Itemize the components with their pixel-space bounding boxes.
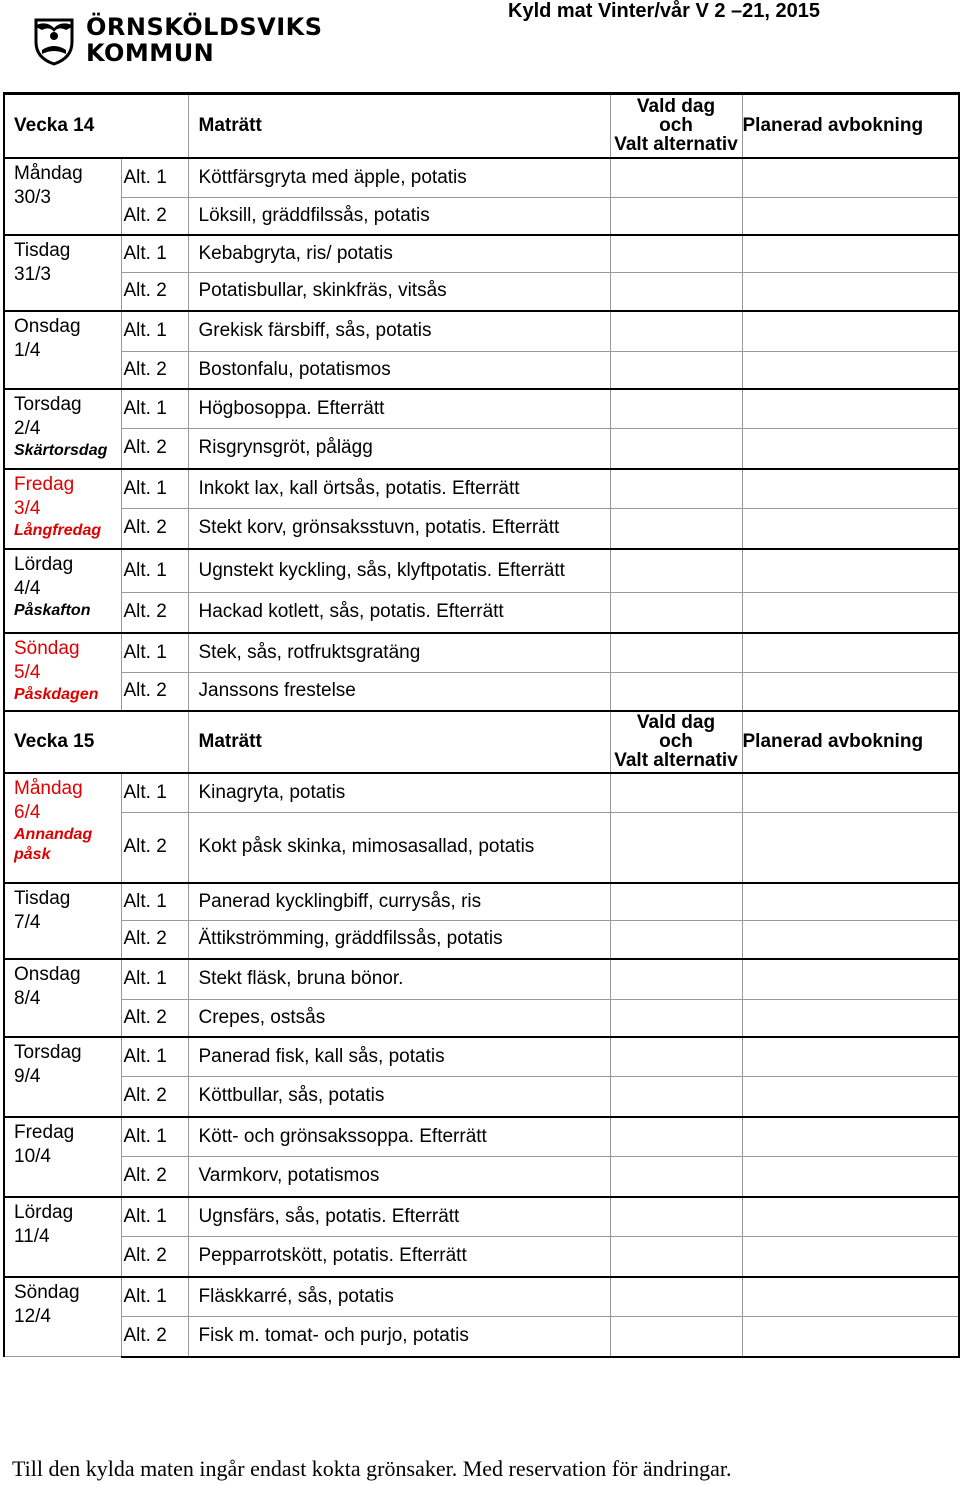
alt-label: Alt. 1 bbox=[121, 1117, 188, 1157]
choice-cell[interactable] bbox=[610, 352, 742, 389]
day-name: Onsdag bbox=[14, 963, 81, 985]
day-date: 31/3 bbox=[14, 263, 51, 285]
dish-name: Stekt fläsk, bruna bönor. bbox=[188, 959, 610, 1000]
dish-name: Ugnsfärs, sås, potatis. Efterrätt bbox=[188, 1197, 610, 1237]
day-date: 9/4 bbox=[14, 1065, 41, 1087]
choice-cell[interactable] bbox=[610, 469, 742, 509]
holiday-note: Långfredag bbox=[14, 521, 102, 539]
day-date: 7/4 bbox=[14, 911, 41, 933]
alt-label: Alt. 1 bbox=[121, 959, 188, 1000]
choice-cell[interactable] bbox=[610, 429, 742, 469]
menu-row bbox=[4, 1000, 959, 1037]
cancel-cell[interactable] bbox=[742, 633, 959, 673]
day-date: 2/4 bbox=[14, 417, 41, 439]
menu-table bbox=[3, 92, 960, 1358]
choice-cell[interactable] bbox=[610, 1237, 742, 1277]
holiday-note: Skärtorsdag bbox=[14, 441, 108, 459]
choice-cell[interactable] bbox=[610, 813, 742, 883]
dish-name: Kinagryta, potatis bbox=[188, 773, 610, 813]
choice-header-line: Valt alternativ bbox=[614, 134, 738, 156]
day-cell bbox=[4, 1197, 121, 1277]
choice-cell[interactable] bbox=[610, 1077, 742, 1117]
choice-header-line: och bbox=[659, 115, 693, 137]
menu-row bbox=[4, 673, 959, 711]
dish-name: Köttfärsgryta med äpple, potatis bbox=[188, 158, 610, 198]
cancel-cell[interactable] bbox=[742, 1000, 959, 1037]
alt-label: Alt. 1 bbox=[121, 1197, 188, 1237]
menu-row bbox=[4, 549, 959, 593]
choice-cell[interactable] bbox=[610, 389, 742, 429]
dish-name: Stekt korv, grönsaksstuvn, potatis. Efterrätt bbox=[188, 509, 610, 549]
dish-name: Fläskkarré, sås, potatis bbox=[188, 1277, 610, 1317]
cancel-cell[interactable] bbox=[742, 469, 959, 509]
cancel-cell[interactable] bbox=[742, 1077, 959, 1117]
choice-column-header bbox=[610, 711, 742, 773]
menu-row bbox=[4, 633, 959, 673]
menu-row bbox=[4, 273, 959, 311]
choice-cell[interactable] bbox=[610, 673, 742, 711]
choice-cell[interactable] bbox=[610, 1037, 742, 1077]
day-date: 4/4 bbox=[14, 577, 41, 599]
choice-cell[interactable] bbox=[610, 959, 742, 1000]
week14-header-row bbox=[4, 94, 959, 158]
dish-name: Janssons frestelse bbox=[188, 673, 610, 711]
dish-name: Hackad kotlett, sås, potatis. Efterrätt bbox=[188, 593, 610, 633]
crest-icon bbox=[32, 16, 76, 66]
cancel-cell[interactable] bbox=[742, 1037, 959, 1077]
dish-name: Varmkorv, potatismos bbox=[188, 1157, 610, 1197]
cancel-cell[interactable] bbox=[742, 158, 959, 198]
cancel-cell[interactable] bbox=[742, 773, 959, 813]
cancel-cell[interactable] bbox=[742, 1157, 959, 1197]
menu-row bbox=[4, 1197, 959, 1237]
menu-row bbox=[4, 1077, 959, 1117]
day-cell bbox=[4, 311, 121, 389]
cancel-cell[interactable] bbox=[742, 1277, 959, 1317]
menu-row bbox=[4, 1117, 959, 1157]
dish-column-header: Maträtt bbox=[188, 711, 610, 773]
choice-cell[interactable] bbox=[610, 1157, 742, 1197]
holiday-note: Påskafton bbox=[14, 601, 91, 619]
dish-name: Panerad fisk, kall sås, potatis bbox=[188, 1037, 610, 1077]
choice-header-line: Vald dag bbox=[636, 96, 716, 118]
menu-row bbox=[4, 158, 959, 198]
alt-label: Alt. 1 bbox=[121, 773, 188, 813]
menu-row bbox=[4, 1237, 959, 1277]
day-date: 5/4 bbox=[14, 661, 41, 683]
day-date: 10/4 bbox=[14, 1145, 51, 1167]
dish-name: Potatisbullar, skinkfräs, vitsås bbox=[188, 273, 610, 311]
day-date: 1/4 bbox=[14, 339, 41, 361]
day-cell bbox=[4, 549, 121, 633]
day-date: 30/3 bbox=[14, 186, 51, 208]
cancel-cell[interactable] bbox=[742, 883, 959, 921]
alt-label: Alt. 1 bbox=[121, 549, 188, 593]
menu-row bbox=[4, 1157, 959, 1197]
choice-header-line: och bbox=[659, 731, 693, 752]
alt-label: Alt. 2 bbox=[121, 352, 188, 389]
dish-column-header: Maträtt bbox=[188, 94, 610, 158]
cancel-cell[interactable] bbox=[742, 1197, 959, 1237]
cancel-cell[interactable] bbox=[742, 549, 959, 593]
choice-column-header bbox=[610, 94, 742, 158]
day-name: Måndag bbox=[14, 162, 83, 184]
choice-cell[interactable] bbox=[610, 593, 742, 633]
day-name: Torsdag bbox=[14, 393, 82, 415]
holiday-note: Påskdagen bbox=[14, 685, 99, 703]
alt-label: Alt. 1 bbox=[121, 389, 188, 429]
day-name: Fredag bbox=[14, 473, 75, 495]
dish-name: Köttbullar, sås, potatis bbox=[188, 1077, 610, 1117]
alt-label: Alt. 1 bbox=[121, 469, 188, 509]
menu-row bbox=[4, 198, 959, 235]
day-name: Söndag bbox=[14, 1281, 80, 1303]
dish-name: Kokt påsk skinka, mimosasallad, potatis bbox=[188, 813, 610, 883]
logo-line-2: KOMMUN bbox=[86, 39, 215, 67]
choice-cell[interactable] bbox=[610, 158, 742, 198]
cancel-cell[interactable] bbox=[742, 673, 959, 711]
day-name: Onsdag bbox=[14, 315, 81, 337]
menu-row bbox=[4, 773, 959, 813]
day-name: Torsdag bbox=[14, 1041, 82, 1063]
day-date: 8/4 bbox=[14, 987, 41, 1009]
choice-cell[interactable] bbox=[610, 549, 742, 593]
day-cell bbox=[4, 1277, 121, 1357]
logo-wordmark bbox=[86, 14, 323, 66]
choice-cell[interactable] bbox=[610, 198, 742, 235]
alt-label: Alt. 2 bbox=[121, 1237, 188, 1277]
day-cell bbox=[4, 959, 121, 1037]
menu-row bbox=[4, 389, 959, 429]
choice-cell[interactable] bbox=[610, 921, 742, 959]
alt-label: Alt. 2 bbox=[121, 1077, 188, 1117]
alt-label: Alt. 1 bbox=[121, 311, 188, 352]
day-cell bbox=[4, 469, 121, 549]
day-name: Fredag bbox=[14, 1121, 75, 1143]
alt-label: Alt. 1 bbox=[121, 158, 188, 198]
alt-label: Alt. 2 bbox=[121, 673, 188, 711]
day-date: 3/4 bbox=[14, 497, 41, 519]
dish-name: Ättikströmming, gräddfilssås, potatis bbox=[188, 921, 610, 959]
menu-row bbox=[4, 235, 959, 273]
cancel-cell[interactable] bbox=[742, 273, 959, 311]
menu-row bbox=[4, 921, 959, 959]
alt-label: Alt. 2 bbox=[121, 593, 188, 633]
day-cell bbox=[4, 1117, 121, 1197]
day-date: 6/4 bbox=[14, 801, 41, 823]
dish-name: Crepes, ostsås bbox=[188, 1000, 610, 1037]
dish-name: Fisk m. tomat- och purjo, potatis bbox=[188, 1317, 610, 1357]
day-cell bbox=[4, 1037, 121, 1117]
menu-row bbox=[4, 593, 959, 633]
dish-name: Pepparrotskött, potatis. Efterrätt bbox=[188, 1237, 610, 1277]
dish-name: Kebabgryta, ris/ potatis bbox=[188, 235, 610, 273]
day-name: Lördag bbox=[14, 1201, 74, 1223]
day-date: 12/4 bbox=[14, 1305, 51, 1327]
cancel-cell[interactable] bbox=[742, 352, 959, 389]
menu-row bbox=[4, 1277, 959, 1317]
cancel-column-header: Planerad avbokning bbox=[742, 711, 959, 773]
menu-row bbox=[4, 509, 959, 549]
dish-name: Panerad kycklingbiff, currysås, ris bbox=[188, 883, 610, 921]
alt-label: Alt. 2 bbox=[121, 813, 188, 883]
choice-header-line: Valt alternativ bbox=[614, 750, 738, 771]
alt-label: Alt. 2 bbox=[121, 273, 188, 311]
day-cell bbox=[4, 158, 121, 235]
week-label: Vecka 14 bbox=[4, 94, 188, 158]
dish-name: Högbosoppa. Efterrätt bbox=[188, 389, 610, 429]
week-label: Vecka 15 bbox=[4, 711, 188, 773]
cancel-cell[interactable] bbox=[742, 813, 959, 883]
choice-cell[interactable] bbox=[610, 883, 742, 921]
dish-name: Inkokt lax, kall örtsås, potatis. Efterrätt bbox=[188, 469, 610, 509]
alt-label: Alt. 1 bbox=[121, 633, 188, 673]
day-cell bbox=[4, 883, 121, 959]
document-title: Kyld mat Vinter/vår V 2 –21, 2015 bbox=[508, 0, 821, 22]
cancel-cell[interactable] bbox=[742, 959, 959, 1000]
day-name: Tisdag bbox=[14, 239, 71, 261]
alt-label: Alt. 1 bbox=[121, 883, 188, 921]
municipality-logo bbox=[32, 13, 323, 72]
cancel-column-header: Planerad avbokning bbox=[742, 94, 959, 158]
day-cell bbox=[4, 389, 121, 469]
menu-row bbox=[4, 352, 959, 389]
holiday-note: Annandag påsk bbox=[14, 825, 93, 863]
day-cell bbox=[4, 235, 121, 311]
cancel-cell[interactable] bbox=[742, 235, 959, 273]
cancel-cell[interactable] bbox=[742, 311, 959, 352]
menu-row bbox=[4, 813, 959, 883]
choice-cell[interactable] bbox=[610, 773, 742, 813]
footer-note: Till den kylda maten ingår endast kokta grönsaker. Med reservation för ändringar. bbox=[12, 1456, 732, 1481]
day-cell bbox=[4, 633, 121, 711]
choice-cell[interactable] bbox=[610, 235, 742, 273]
menu-row bbox=[4, 1317, 959, 1357]
dish-name: Kött- och grönsakssoppa. Efterrätt bbox=[188, 1117, 610, 1157]
dish-name: Ugnstekt kyckling, sås, klyftpotatis. Efterrätt bbox=[188, 549, 610, 593]
day-date: 11/4 bbox=[14, 1225, 50, 1247]
alt-label: Alt. 2 bbox=[121, 1317, 188, 1357]
choice-cell[interactable] bbox=[610, 1317, 742, 1357]
dish-name: Stek, sås, rotfruktsgratäng bbox=[188, 633, 610, 673]
choice-cell[interactable] bbox=[610, 633, 742, 673]
menu-row bbox=[4, 1037, 959, 1077]
choice-header-line: Vald dag bbox=[636, 712, 716, 733]
choice-cell[interactable] bbox=[610, 311, 742, 352]
day-cell bbox=[4, 773, 121, 883]
dish-name: Grekisk färsbiff, sås, potatis bbox=[188, 311, 610, 352]
alt-label: Alt. 1 bbox=[121, 1037, 188, 1077]
choice-cell[interactable] bbox=[610, 273, 742, 311]
menu-row bbox=[4, 883, 959, 921]
day-name: Måndag bbox=[14, 777, 83, 799]
day-name: Lördag bbox=[14, 553, 74, 575]
menu-body bbox=[4, 94, 959, 1357]
alt-label: Alt. 2 bbox=[121, 429, 188, 469]
dish-name: Risgrynsgröt, pålägg bbox=[188, 429, 610, 469]
dish-name: Bostonfalu, potatismos bbox=[188, 352, 610, 389]
menu-row bbox=[4, 429, 959, 469]
alt-label: Alt. 2 bbox=[121, 921, 188, 959]
week15-header-row bbox=[4, 711, 959, 773]
dish-name: Löksill, gräddfilssås, potatis bbox=[188, 198, 610, 235]
choice-cell[interactable] bbox=[610, 1000, 742, 1037]
cancel-cell[interactable] bbox=[742, 1317, 959, 1357]
alt-label: Alt. 2 bbox=[121, 198, 188, 235]
cancel-cell[interactable] bbox=[742, 198, 959, 235]
cancel-cell[interactable] bbox=[742, 509, 959, 549]
alt-label: Alt. 1 bbox=[121, 235, 188, 273]
day-name: Söndag bbox=[14, 637, 80, 659]
cancel-cell[interactable] bbox=[742, 1237, 959, 1277]
choice-cell[interactable] bbox=[610, 509, 742, 549]
choice-cell[interactable] bbox=[610, 1197, 742, 1237]
cancel-cell[interactable] bbox=[742, 429, 959, 469]
cancel-cell[interactable] bbox=[742, 389, 959, 429]
alt-label: Alt. 1 bbox=[121, 1277, 188, 1317]
day-name: Tisdag bbox=[14, 887, 71, 909]
menu-row bbox=[4, 469, 959, 509]
cancel-cell[interactable] bbox=[742, 921, 959, 959]
choice-cell[interactable] bbox=[610, 1117, 742, 1157]
alt-label: Alt. 2 bbox=[121, 509, 188, 549]
cancel-cell[interactable] bbox=[742, 593, 959, 633]
page-header bbox=[0, 0, 960, 90]
menu-row bbox=[4, 311, 959, 352]
menu-row bbox=[4, 959, 959, 1000]
alt-label: Alt. 2 bbox=[121, 1000, 188, 1037]
logo-line-1: ÖRNSKÖLDSVIKS bbox=[86, 13, 323, 41]
cancel-cell[interactable] bbox=[742, 1117, 959, 1157]
choice-cell[interactable] bbox=[610, 1277, 742, 1317]
alt-label: Alt. 2 bbox=[121, 1157, 188, 1197]
